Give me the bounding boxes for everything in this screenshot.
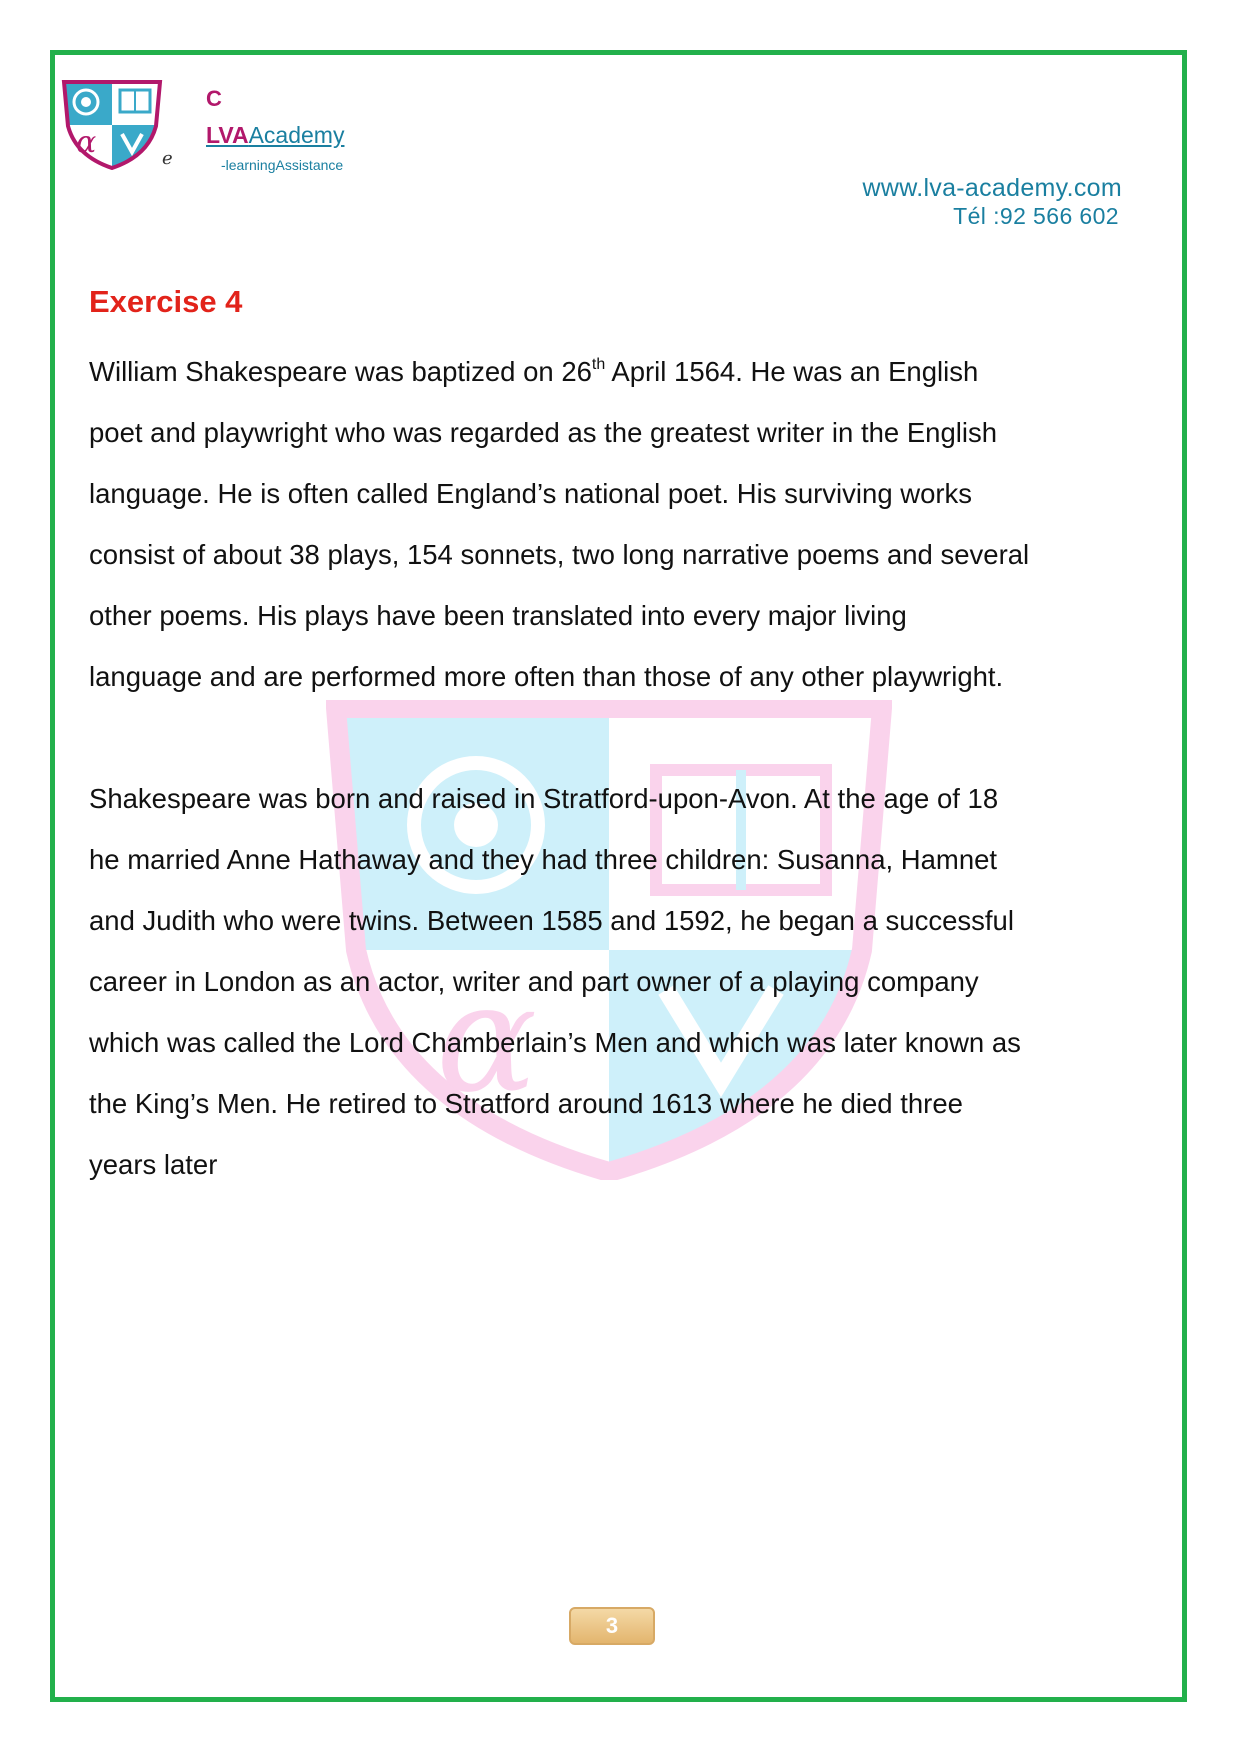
paragraph-1-line: language. He is often called England’s national poet. His surviving works xyxy=(89,478,973,509)
paragraph-1-line: consist of about 38 plays, 154 sonnets, two long narrative poems and several xyxy=(89,539,1030,570)
svg-text:α: α xyxy=(76,125,97,160)
logo-e-mark: e xyxy=(162,148,173,169)
paragraph-2-line: and Judith who were twins. Between 1585 and 1592, he began a successful xyxy=(89,905,1014,936)
paragraph-2-line: the King’s Men. He retired to Stratford around 1613 where he died three xyxy=(89,1088,963,1119)
paragraph-2-line: years later xyxy=(89,1149,218,1180)
brand-letter: C xyxy=(206,86,222,111)
line-text: April 1564. He was an English xyxy=(605,356,979,387)
paragraph-1 xyxy=(89,341,1147,707)
paragraph-2-line: he married Anne Hathaway and they had three children: Susanna, Hamnet xyxy=(89,844,998,875)
phone-number: Tél :92 566 602 xyxy=(953,203,1119,229)
paragraph-1-line xyxy=(89,341,1147,402)
brand-lva: LVA xyxy=(206,122,249,148)
paragraph-1-line: poet and playwright who was regarded as the greatest writer in the English xyxy=(89,417,998,448)
paragraph-2 xyxy=(89,768,1147,1195)
svg-text:α: α xyxy=(436,952,538,1126)
paragraph-2-line: Shakespeare was born and raised in Stratford-upon-Avon. At the age of 18 xyxy=(89,783,999,814)
brand-academy: Academy xyxy=(248,122,345,148)
line-text: William Shakespeare was baptized on 26 xyxy=(89,356,592,387)
brand-name xyxy=(206,122,344,149)
paragraph-1-line: other poems. His plays have been translated into every major living xyxy=(89,600,907,631)
paragraph-2-line: which was called the Lord Chamberlain’s Men and which was later known as xyxy=(89,1027,1021,1058)
brand-tagline: -learningAssistance xyxy=(221,157,344,173)
academy-shield-logo-icon xyxy=(58,78,166,170)
ordinal-suffix: th xyxy=(591,356,606,373)
exercise-title: Exercise 4 xyxy=(89,284,243,319)
page-number-badge: 3 xyxy=(569,1607,655,1645)
website-url[interactable]: www.lva-academy.com xyxy=(862,174,1122,202)
paragraph-2-line: career in London as an actor, writer and part owner of a playing company xyxy=(89,966,979,997)
paragraph-1-line: language and are performed more often than those of any other playwright. xyxy=(89,661,1004,692)
